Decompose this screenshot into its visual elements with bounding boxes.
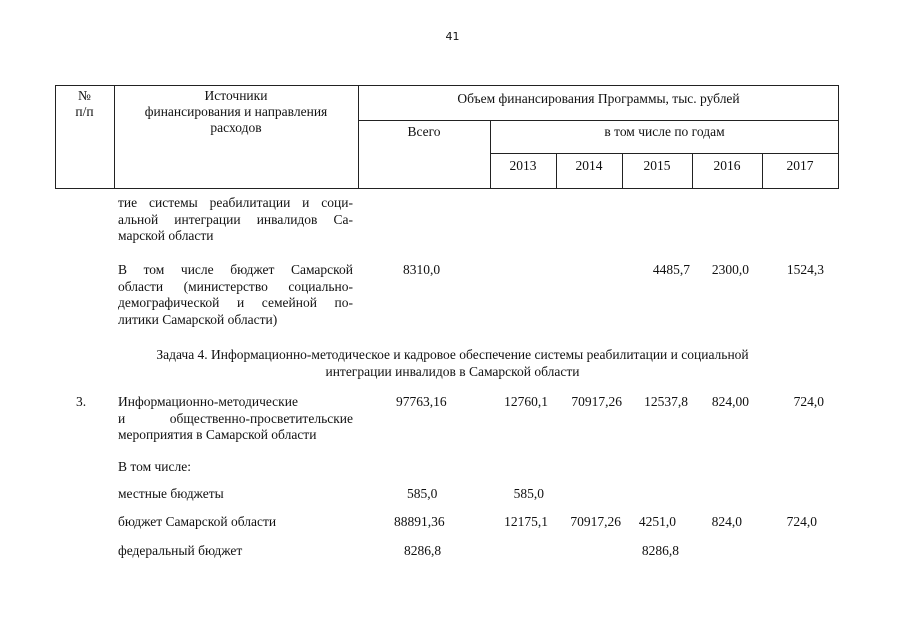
cell-2015: 12537,8	[644, 394, 688, 409]
header-source-line1: Источники	[204, 88, 268, 103]
header-year-2017: 2017	[786, 158, 814, 173]
header-year-2016: 2016	[713, 158, 741, 173]
row-label-line: литики Самарской области)	[118, 311, 278, 327]
cell-2015: 4485,7	[652, 262, 690, 277]
continued-text-line: марской области	[118, 228, 214, 243]
cell-2017: 724,0	[793, 394, 824, 409]
cell-total: 88891,36	[394, 514, 445, 529]
cell-total: 8286,8	[404, 543, 442, 558]
cell-2014: 70917,26	[570, 514, 621, 529]
cell-total: 97763,16	[396, 394, 447, 409]
cell-2014: 70917,26	[571, 394, 622, 409]
header-num-line2: п/п	[75, 104, 94, 119]
row-label-line: и общественно-просветительские	[118, 410, 353, 426]
header-years-border	[490, 153, 839, 154]
header-year-2015: 2015	[643, 158, 671, 173]
row-label: федеральный бюджет	[118, 543, 243, 558]
cell-2013: 12175,1	[504, 514, 548, 529]
header-by-years: в том числе по годам	[604, 124, 725, 139]
header-bottom-border	[55, 188, 839, 189]
header-year-2013: 2013	[509, 158, 537, 173]
continued-text	[118, 195, 353, 245]
cell-total: 585,0	[407, 486, 438, 501]
cell-2013: 585,0	[513, 486, 544, 501]
page-number: 41	[445, 30, 460, 43]
header-mid-border	[358, 120, 839, 121]
header-source-line3: расходов	[210, 120, 262, 135]
row-label-line: мероприятия в Самарской области	[118, 427, 317, 442]
row-label: местные бюджеты	[118, 486, 224, 501]
row3-label	[118, 394, 353, 444]
cell-total: 8310,0	[403, 262, 441, 277]
cell-2017: 724,0	[786, 514, 817, 529]
row-label-line: Информационно-методические	[118, 394, 298, 409]
header-total: Всего	[407, 124, 441, 139]
header-top-border	[55, 85, 839, 86]
header-volume: Объем финансирования Программы, тыс. рублей	[457, 91, 740, 106]
row-label-line: области (министерство социально-	[118, 278, 353, 294]
task-heading-line1: Задача 4. Информационно-методическое и кадровое обеспечение системы реабилитации и социальной	[156, 347, 749, 362]
header-num-line1: №	[78, 88, 91, 103]
header-year-2014: 2014	[575, 158, 603, 173]
regional-budget-label	[118, 262, 353, 328]
cell-2016: 824,0	[711, 514, 742, 529]
row-label-line: В том числе бюджет Самарской	[118, 262, 353, 277]
row-label: бюджет Самарской области	[118, 514, 277, 529]
continued-text-line: тие системы реабилитации и соци-	[118, 195, 353, 210]
row-label-line: демографической и семейной по-	[118, 295, 353, 310]
cell-2015: 4251,0	[638, 514, 676, 529]
continued-text-line: альной интеграции инвалидов Са-	[118, 211, 353, 227]
task-heading-line2: интеграции инвалидов в Самарской области	[325, 363, 580, 379]
cell-2016: 2300,0	[711, 262, 749, 277]
header-source	[114, 88, 358, 136]
cell-2013: 12760,1	[504, 394, 548, 409]
cell-2016: 824,00	[711, 394, 749, 409]
including-label: В том числе:	[118, 459, 191, 474]
cell-2015: 8286,8	[641, 543, 679, 558]
row-number: 3.	[76, 394, 87, 409]
cell-2017: 1524,3	[786, 262, 824, 277]
task-heading	[0, 347, 905, 380]
header-source-line2: финансирования и направления	[144, 104, 328, 119]
header-num	[55, 88, 114, 120]
